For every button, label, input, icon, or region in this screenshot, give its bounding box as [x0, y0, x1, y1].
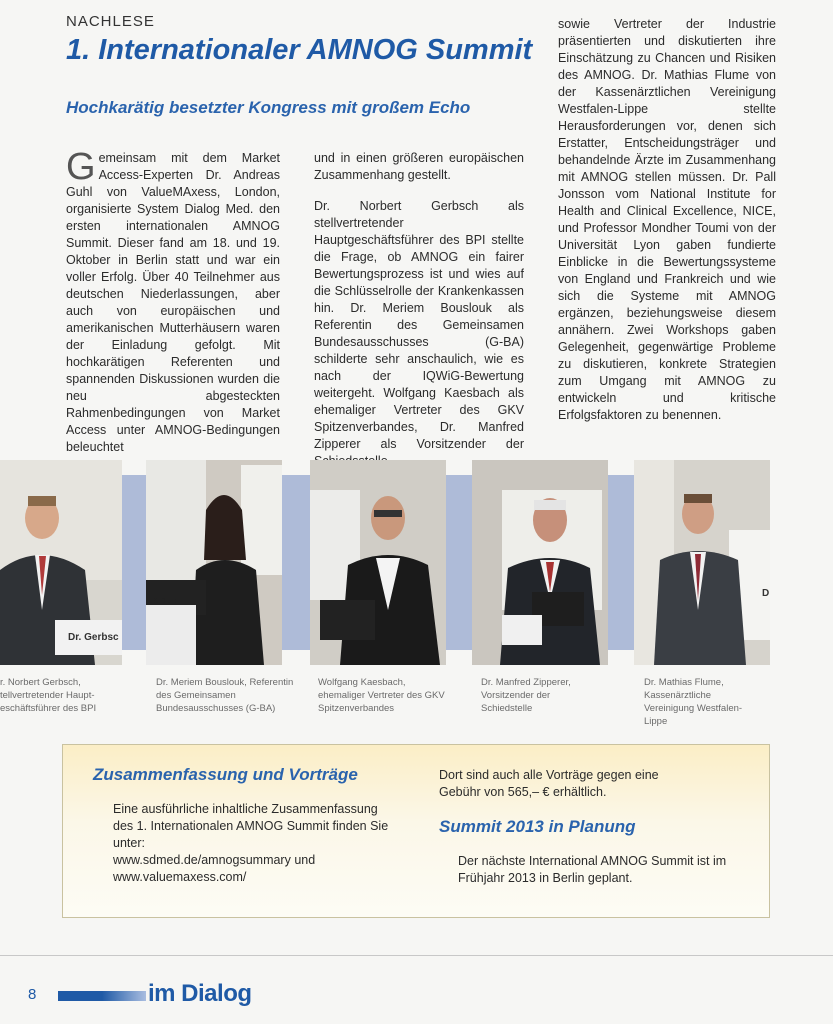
info-box	[62, 744, 770, 918]
article-column-2	[314, 150, 524, 484]
info-box-summary-text: Eine ausführliche inhaltliche Zusammenfassung des 1. Internationalen AMNOG Summit finden Sie unter:	[113, 802, 389, 850]
speaker-photo-bouslouk	[146, 460, 282, 665]
article-column-1	[66, 146, 280, 470]
speaker-photo-zipperer-image	[472, 460, 608, 665]
speaker-sign-5: D	[762, 588, 770, 599]
info-box-talks-text: Dort sind auch alle Vorträge gegen eine Gebühr von 565,– € erhältlich.	[439, 768, 659, 799]
photo-caption-2: Dr. Meriem Bouslouk, Referentin des Gemeinsamen Bundesausschusses (G-BA)	[156, 677, 294, 714]
speaker-photo-kaesbach-image	[310, 460, 446, 665]
photo-caption-4: Dr. Manfred Zipperer, Vorsitzender der Schiedstelle	[481, 677, 571, 714]
column-3-text: sowie Vertreter der Industrie präsentierten und diskutierten ihre Einschätzung zu Chancen und Risiken des AMNOG. Dr. Mathias Flume von der Kassenärztlichen Vereinigung Westfalen-Lippe stellte Herausforderungen vor, denen sich Erstatter, Entscheidungsträger und behandelnde Ärzte im Zusammenhang mit AMNOG stellen müssen. Dr. Pall Jonsson vom National Institute for Health and Clinical Excellence, NICE, und Professor Mondher Toumi von der Universität Lyon gaben fundierte Einblicke in die Bewertungssysteme von England und Frankreich und wie sich die Systeme mit AMNOG ergänzen, beziehungsweise diesem annähern. Zwei Workshops gaben Gelegenheit, gegenwärtige Probleme zu diskutieren, konkrete Strategien zum Umgang mit AMNOG zu entwickeln und kritische Erfolgsfaktoren zu benennen.	[558, 17, 776, 422]
section-kicker: NACHLESE	[66, 13, 155, 30]
brand-logo: im Dialog	[148, 980, 252, 1007]
summary-link-valuemaxess[interactable]: www.valuemaxess.com/	[113, 870, 247, 884]
brand-bar	[58, 991, 146, 1001]
photo-caption-3: Wolfgang Kaesbach, ehemaliger Vertreter des GKV Spitzenverbandes	[318, 677, 445, 714]
speaker-photo-flume-image	[634, 460, 770, 665]
article-title: 1. Internationaler AMNOG Summit	[66, 34, 533, 66]
speaker-photo-gerbsch	[0, 460, 122, 665]
speaker-photo-kaesbach	[310, 460, 446, 665]
speaker-sign-1: Dr. Gerbsc	[68, 632, 119, 643]
drop-cap: G	[66, 146, 96, 188]
column-2-paragraph-1: und in einen größeren europäischen Zusammenhang gestellt.	[314, 151, 524, 182]
photo-caption-1: r. Norbert Gerbsch, tellvertretender Haupt- eschäftsführer des BPI	[0, 677, 97, 714]
speaker-sign-2: uslouk	[148, 595, 178, 605]
column-2-paragraph-2: Dr. Norbert Gerbsch als stellvertretender Hauptgeschäftsführer des BPI stellte die Frage, ob AMNOG ein fairer Bewertungsprozess ist und wies auf die Schlüsselrolle der Krankenkassen hin. Dr. Meriem Bouslouk als Referentin des Gemeinsamen Bundesausschusses (G-BA) schilderte sehr anschaulich, wie es nach der IQWiG-Bewertung weitergeht. Wolfgang Kaesbach als ehemaliger Vertreter des GKV Spitzenverbandes, Dr. Manfred Zipperer als Vorsitzender der	[314, 199, 524, 451]
footer-divider	[0, 955, 833, 956]
summary-link-sdmed[interactable]: www.sdmed.de/amnogsummary und	[113, 853, 316, 867]
column-1-text: emeinsam mit dem Market Access-Experten Dr. Andreas Guhl von ValueMAxess, London, organisierte System Dialog Med. den ersten internationalen AMNOG Summit. Dieser fand am 18. und 19. Oktober in Berlin statt und war ein voller Erfolg. Über 40 Teilnehmer aus deutschen Niederlassungen, aber auch von europäischen und amerikanischen Mutterhäusern waren der Einladung gefolgt. Mit hochkarätigen Referenten und spannenden Diskussionen wurden die neu abgesteckten Rahmenbedingungen von Market Access unter AMNOG-Bedingungen beleuchtet	[66, 151, 280, 454]
info-box-heading-2013: Summit 2013 in Planung	[439, 817, 636, 836]
article-column-3	[558, 16, 776, 438]
photo-caption-5: Dr. Mathias Flume, Kassenärztliche Vereinigung Westfalen-Lippe	[644, 677, 743, 727]
speaker-photo-flume	[634, 460, 770, 665]
article-subtitle: Hochkarätig besetzter Kongress mit großem Echo	[66, 98, 471, 117]
info-box-heading-summary: Zusammenfassung und Vorträge	[93, 765, 358, 784]
speaker-photo-zipperer	[472, 460, 608, 665]
speaker-photo-bouslouk-image	[146, 460, 282, 665]
page-number: 8	[28, 986, 37, 1003]
info-box-2013-text: Der nächste International AMNOG Summit ist im Frühjahr 2013 in Berlin geplant.	[458, 854, 727, 885]
